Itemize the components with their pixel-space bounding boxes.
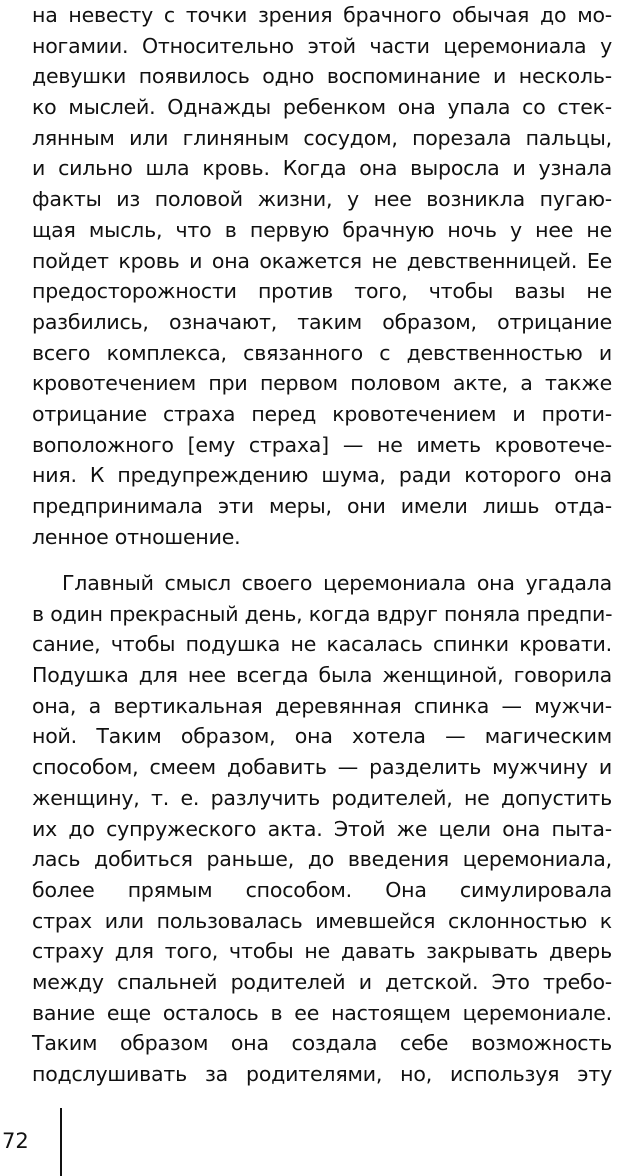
text-line: кровотечением при первом половом акте, а также <box>32 371 612 396</box>
text-line: она, а вертикальная деревянная спинка — мужчи- <box>32 693 612 718</box>
text-line: лянным или глиняным сосудом, порезала пальцы, <box>32 125 612 150</box>
text-line: предпринимала эти меры, они имели лишь отда- <box>32 494 612 518</box>
text-line: вание еще осталось в ее настоящем церемониале. <box>32 1000 612 1025</box>
text-line: щая мысль, что в первую брачную ночь у нее не <box>32 217 612 242</box>
text-line: между спальней родителей и детской. Это требо- <box>32 969 612 994</box>
text-line: факты из половой жизни, у нее возникла пугаю- <box>32 187 612 212</box>
text-line: воположного [ему страха] — не иметь кровотече- <box>32 432 612 457</box>
text-line: разбились, означают, таким образом, отрицание <box>32 309 612 334</box>
text-line: на невесту с точки зрения брачного обычая до мо- <box>32 3 612 27</box>
text-line: пойдет кровь и она окажется не девственницей. Ее <box>32 248 612 273</box>
text-line: страх или пользовалась имевшейся склонностью к <box>32 908 612 933</box>
text-line: Главный смысл своего церемониала она угадала <box>62 571 612 595</box>
text-line: подслушивать за родителями, но, используя эту <box>32 1062 612 1086</box>
text-line: Таким образом она создала себе возможность <box>32 1031 612 1056</box>
text-line: и сильно шла кровь. Когда она выросла и узнала <box>32 156 612 181</box>
text-line: ния. К предупреждению шума, ради которого она <box>32 463 612 488</box>
text-line: женщину, т. е. разлучить родителей, не допустить <box>32 785 612 810</box>
text-line: ко мыслей. Однажды ребенком она упала со стек- <box>32 95 612 120</box>
paragraph-1 <box>32 0 612 552</box>
text-line: лась добиться раньше, до введения церемониала, <box>32 847 612 872</box>
text-line: предосторожности против того, чтобы вазы не <box>32 279 612 304</box>
text-line: ленное отношение. <box>32 524 241 549</box>
text-line: девушки появилось одно воспоминание и несколь- <box>32 64 612 89</box>
page-number: 72 <box>2 1129 29 1153</box>
paragraph-2 <box>32 568 612 1090</box>
text-line: их до супружеского акта. Этой же цели она пыта- <box>32 816 612 841</box>
text-line: ной. Таким образом, она хотела — магическим <box>32 724 612 749</box>
text-line: ногамии. Относительно этой части церемониала у <box>32 33 612 58</box>
text-line: всего комплекса, связанного с девственностью и <box>32 340 612 365</box>
text-line: в один прекрасный день, когда вдруг поняла предпи- <box>32 601 613 626</box>
text-line: более прямым способом. Она симулировала <box>32 877 612 902</box>
text-line: страху для того, чтобы не давать закрывать дверь <box>32 939 612 964</box>
margin-rule <box>60 1108 62 1176</box>
text-line: Подушка для нее всегда была женщиной, говорила <box>32 663 612 688</box>
text-line: способом, смеем добавить — разделить мужчину и <box>32 755 612 780</box>
text-line: отрицание страха перед кровотечением и проти- <box>32 401 612 426</box>
text-line: сание, чтобы подушка не касалась спинки кровати. <box>32 632 612 657</box>
